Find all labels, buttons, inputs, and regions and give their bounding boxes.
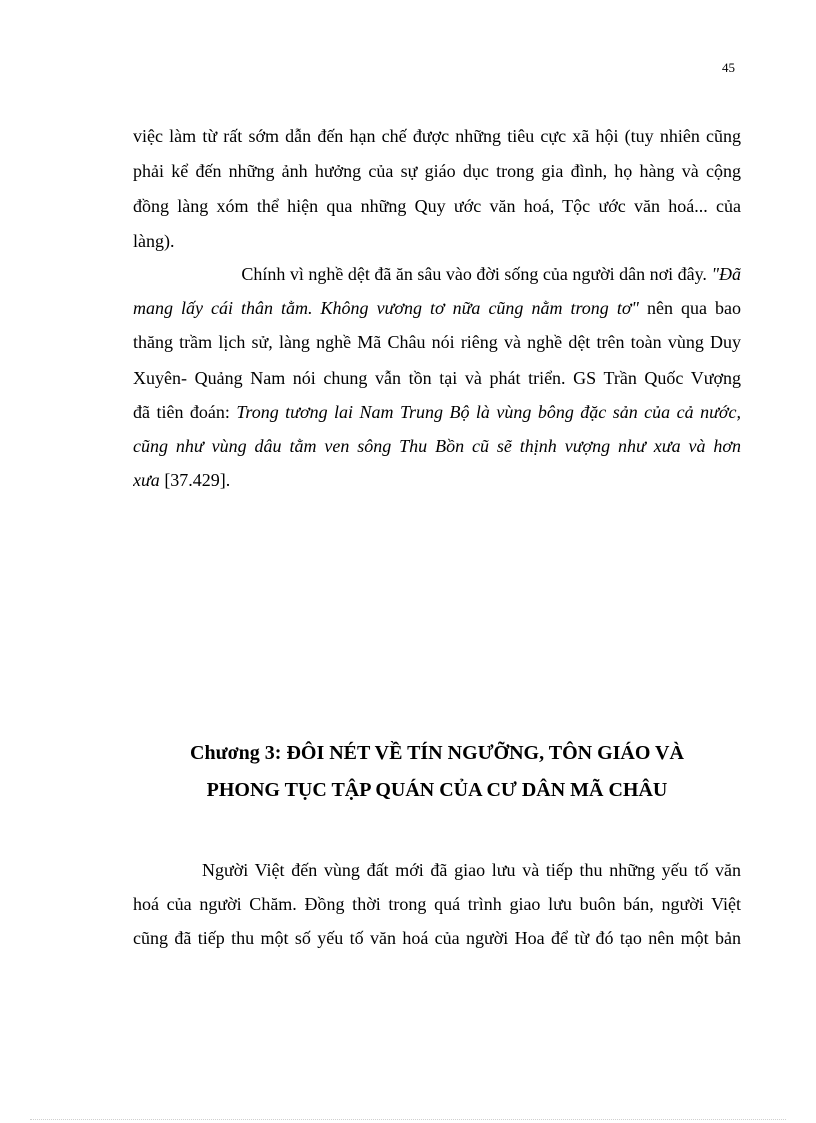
text-normal: đã tiên đoán: <box>133 402 237 422</box>
text-line: phải kể đến những ảnh hưởng của sự giáo dục trong gia đình, họ hàng và cộng <box>133 161 741 181</box>
text-normal: [37.429]. <box>159 470 231 490</box>
text-italic: mang lấy cái thân tằm. Không vương tơ nữa cũng nằm trong tơ" <box>133 298 639 318</box>
page-number: 45 <box>722 60 735 75</box>
text-line <box>133 400 741 424</box>
chapter-heading-line-2: PHONG TỤC TẬP QUÁN CỦA CƯ DÂN MÃ CHÂU <box>206 779 668 801</box>
text-line: thăng trầm lịch sử, làng nghề Mã Châu nói riêng và nghề dệt trên toàn vùng Duy <box>133 332 741 352</box>
text-italic: Trong tương lai Nam Trung Bộ là vùng bông đặc sản của cả nước, <box>236 402 741 422</box>
text-line: việc làm từ rất sớm dẫn đến hạn chế được những tiêu cực xã hội (tuy nhiên cũng <box>133 126 741 146</box>
text-italic: "Đã <box>711 264 741 284</box>
chapter-heading-line-1: Chương 3: ĐÔI NÉT VỀ TÍN NGƯỠNG, TÔN GIÁO VÀ <box>190 742 684 764</box>
text-line: cũng đã tiếp thu một số yếu tố văn hoá của người Hoa để từ đó tạo nên một bản <box>133 928 741 948</box>
text-line: đồng làng xóm thể hiện qua những Quy ước văn hoá, Tộc ước văn hoá... của <box>133 196 741 216</box>
text-line: hoá của người Chăm. Đồng thời trong quá trình giao lưu buôn bán, người Việt <box>133 894 741 914</box>
text-line <box>133 468 741 492</box>
text-italic: xưa <box>133 470 160 490</box>
text-line <box>203 262 741 286</box>
text-line: cũng như vùng dâu tằm ven sông Thu Bồn cũ sẽ thịnh vượng như xưa và hơn <box>133 436 741 456</box>
text-line: Người Việt đến vùng đất mới đã giao lưu và tiếp thu những yếu tố văn <box>202 860 741 880</box>
page-bottom-rule <box>30 1119 786 1120</box>
text-normal: nên qua bao <box>638 298 741 318</box>
text-line: làng). <box>133 231 175 251</box>
text-line: Xuyên- Quảng Nam nói chung vẫn tồn tại và phát triển. GS Trần Quốc Vượng <box>133 368 741 388</box>
text-normal: Chính vì nghề dệt đã ăn sâu vào đời sống của người dân nơi đây. <box>241 264 712 284</box>
text-line <box>133 296 741 320</box>
